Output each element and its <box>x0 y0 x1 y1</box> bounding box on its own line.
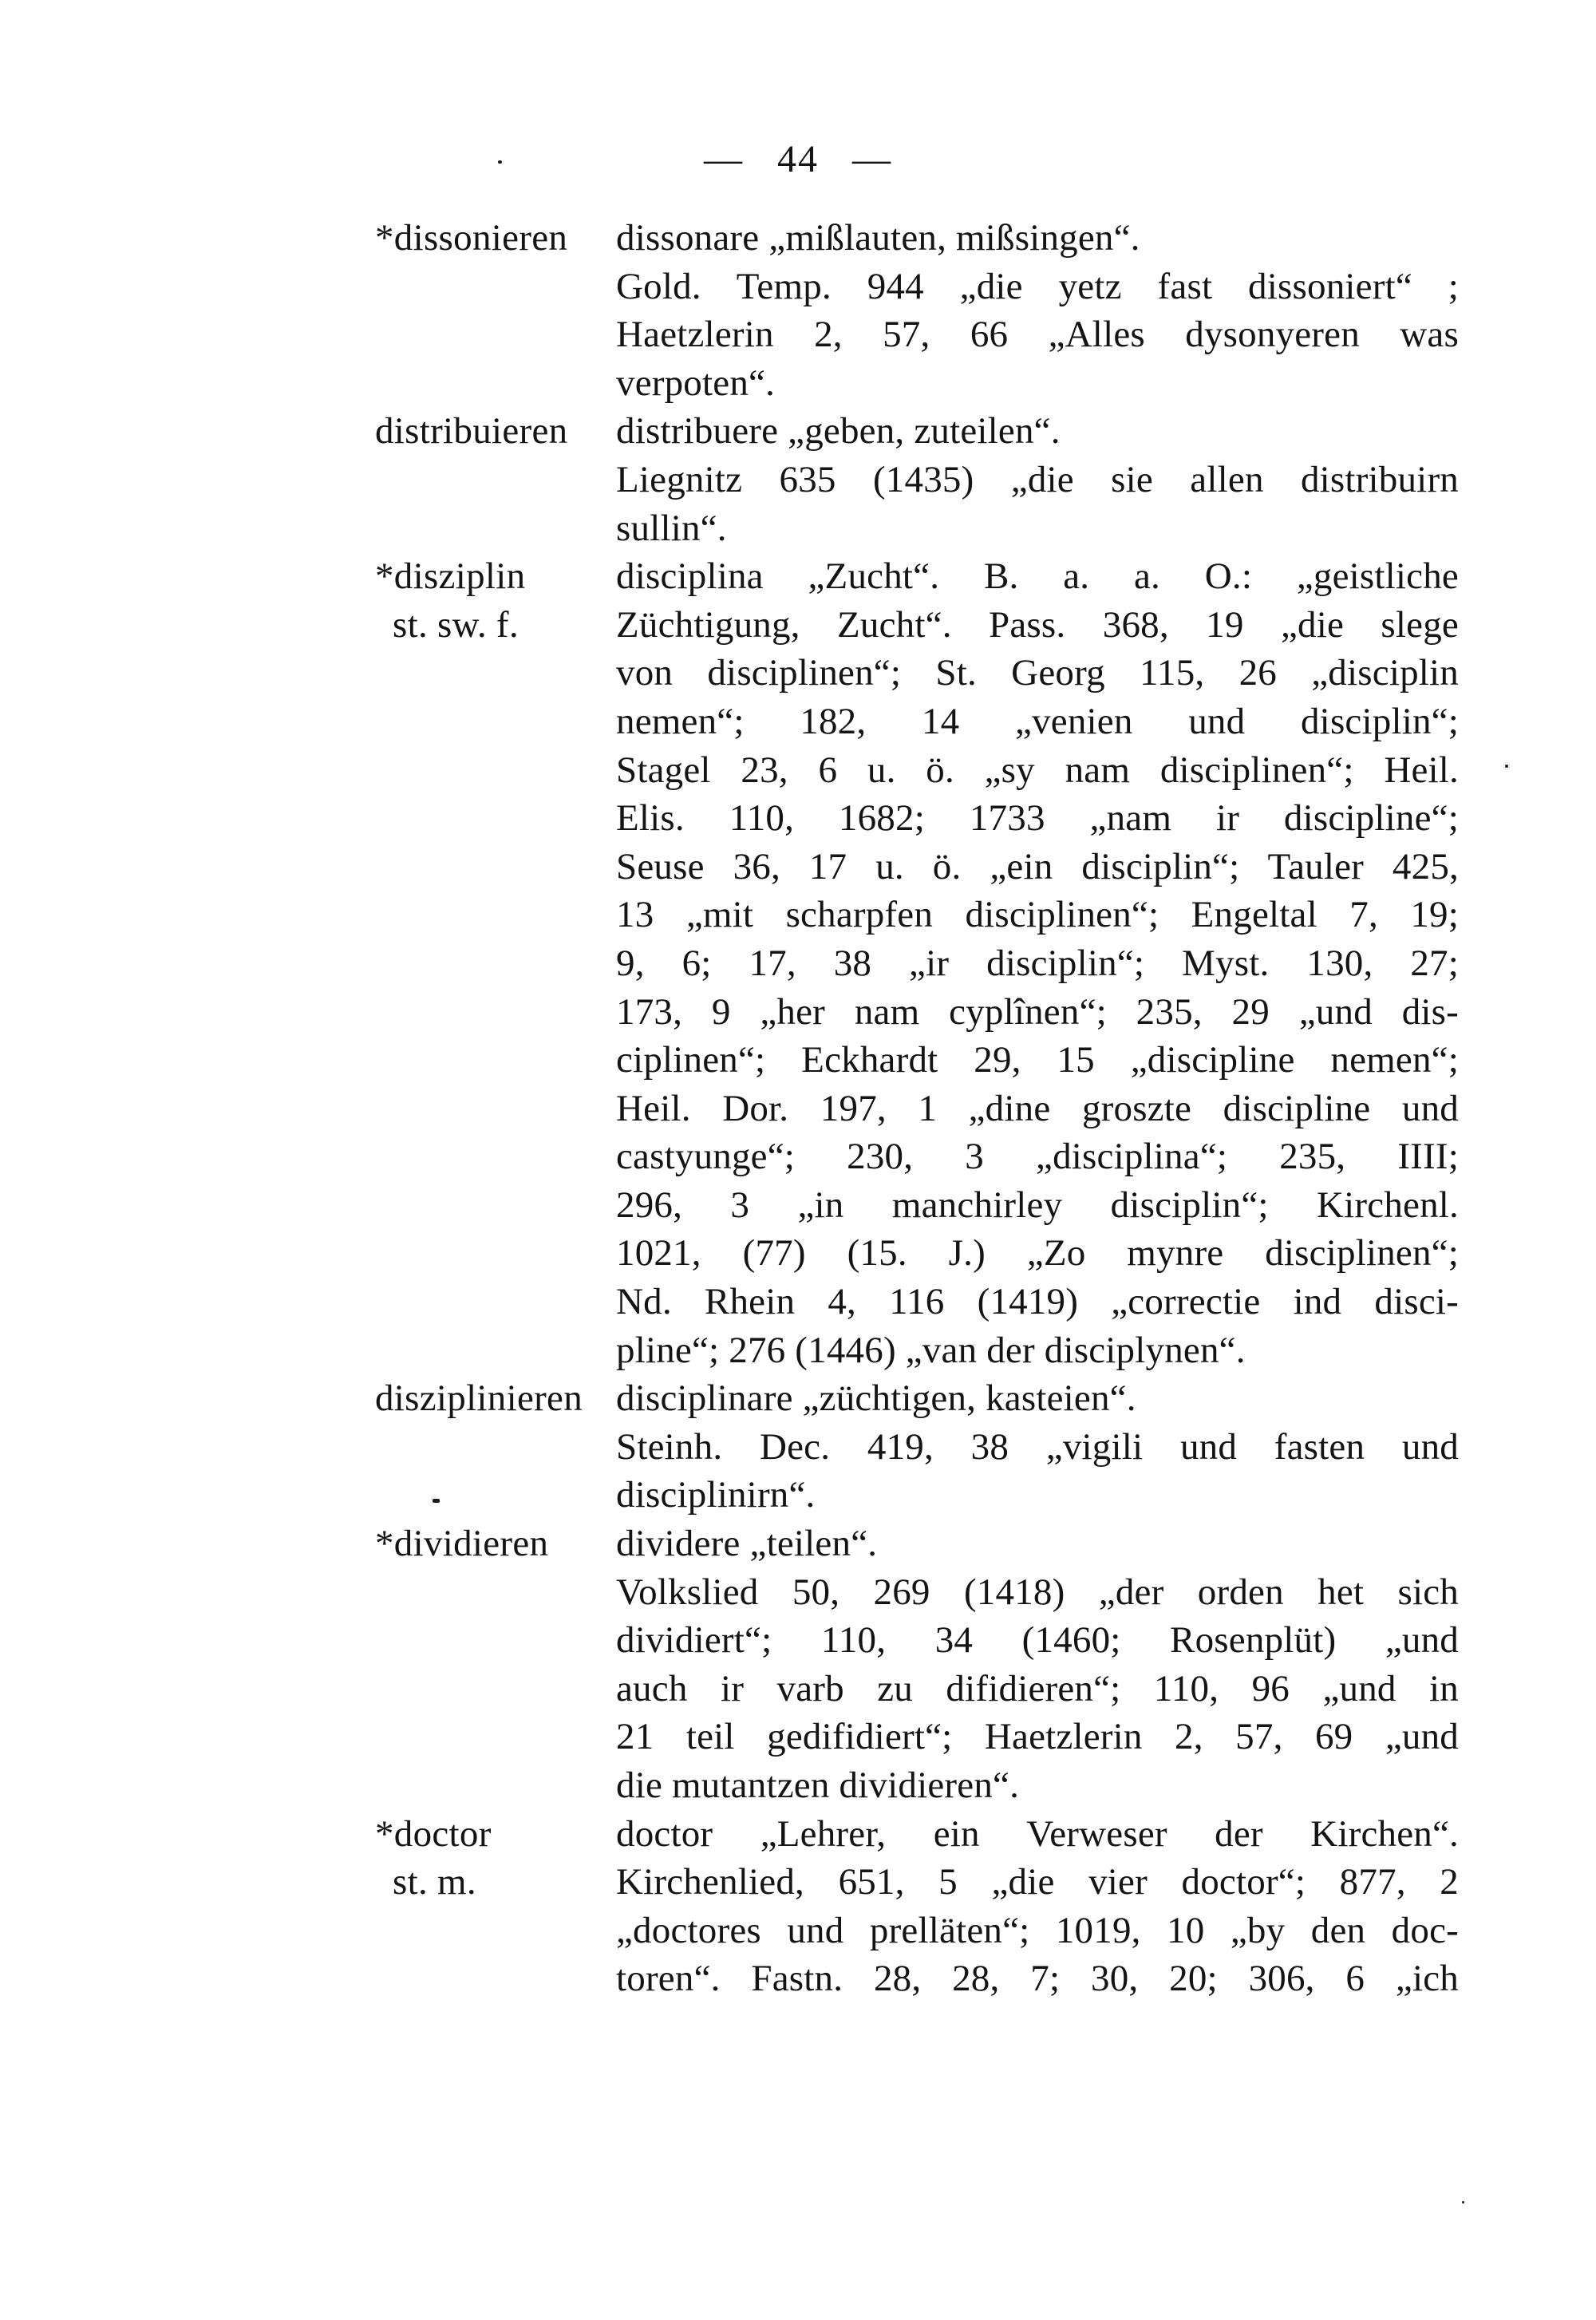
text-line <box>0 649 1596 698</box>
text-line <box>0 1810 1596 1859</box>
text-line <box>0 1954 1596 2003</box>
text-line <box>0 1085 1596 1133</box>
entry-text-line: pline“; 276 (1446) „van der disciplynen“. <box>616 1329 1246 1371</box>
text-line <box>0 310 1596 359</box>
text-line <box>0 988 1596 1037</box>
text-line <box>0 891 1596 939</box>
text-line <box>0 214 1596 263</box>
text-line <box>0 843 1596 891</box>
text-line <box>0 746 1596 795</box>
entry-text-line: Gold. Temp. 944 „die yetz fast dissoniert“ ; <box>616 265 1459 307</box>
entry-text-line: Züchtigung, Zucht“. Pass. 368, 19 „die slege <box>616 603 1459 646</box>
text-line <box>0 1181 1596 1230</box>
entry-text-line: Elis. 110, 1682; 1733 „nam ir discipline“; <box>616 797 1459 840</box>
entry-text-line: 1021, (77) (15. J.) „Zo mynre disciplinen“; <box>616 1232 1459 1275</box>
entry-text-line: Steinh. Dec. 419, 38 „vigili und fasten und <box>616 1425 1459 1468</box>
entry-headword: *doctor <box>375 1812 492 1855</box>
text-line <box>0 456 1596 504</box>
entry-text-line: von disciplinen“; St. Georg 115, 26 „disciplin <box>616 652 1459 694</box>
entry-grammar-label: st. m. <box>393 1861 476 1903</box>
text-line <box>0 939 1596 988</box>
entry-grammar-label: st. sw. f. <box>393 603 519 646</box>
text-line <box>0 601 1596 650</box>
text-line <box>0 1761 1596 1810</box>
entry-text-line: dividiert“; 110, 34 (1460; Rosenplüt) „und <box>616 1619 1459 1662</box>
text-line <box>0 1326 1596 1375</box>
entry-text-line: ciplinen“; Eckhardt 29, 15 „discipline nemen“; <box>616 1039 1459 1081</box>
entry-text-line: 9, 6; 17, 38 „ir disciplin“; Myst. 130, 27; <box>616 942 1459 984</box>
text-line <box>0 1858 1596 1907</box>
dictionary-entries <box>0 214 1596 2003</box>
entry-text-line: distribuere „geben, zuteilen“. <box>616 410 1061 453</box>
entry-text-line: toren“. Fastn. 28, 28, 7; 30, 20; 306, 6 „ich <box>616 1958 1459 2000</box>
scan-speck <box>433 1499 440 1503</box>
entry-text-line: verpoten“. <box>616 362 776 404</box>
entry-text-line: nemen“; 182, 14 „venien und disciplin“; <box>616 700 1459 742</box>
text-line <box>0 1616 1596 1665</box>
entry-text-line: dissonare „mißlauten, mißsingen“. <box>616 217 1140 259</box>
text-line <box>0 504 1596 553</box>
entry-headword: *disziplin <box>375 555 526 598</box>
entry-text-line: Nd. Rhein 4, 116 (1419) „correctie ind disci- <box>616 1281 1459 1323</box>
entry-text-line: 21 teil gedifidiert“; Haetzlerin 2, 57, 69 „und <box>616 1716 1459 1758</box>
entry-text-line: sullin“. <box>616 507 727 549</box>
entry-text-line: dividere „teilen“. <box>616 1523 878 1565</box>
entry-text-line: disciplinare „züchtigen, kasteien“. <box>616 1377 1136 1420</box>
text-line <box>0 1568 1596 1617</box>
text-line <box>0 1713 1596 1761</box>
entry-text-line: 296, 3 „in manchirley disciplin“; Kirchenl. <box>616 1184 1459 1226</box>
scan-speck <box>1462 2201 1464 2203</box>
text-line <box>0 1907 1596 1955</box>
entry-text-line: „doctores und prelläten“; 1019, 10 „by den doc- <box>616 1909 1459 1951</box>
text-line <box>0 1374 1596 1423</box>
entry-headword: disziplinieren <box>375 1377 583 1420</box>
entry-headword: *dissonieren <box>375 217 568 259</box>
text-line <box>0 1665 1596 1713</box>
entry-text-line: die mutantzen dividieren“. <box>616 1765 1020 1806</box>
text-line <box>0 698 1596 746</box>
text-line <box>0 1036 1596 1085</box>
entry-text-line: disciplina „Zucht“. B. a. a. O.: „geistliche <box>616 555 1459 598</box>
scan-speck <box>1505 765 1508 768</box>
text-line <box>0 407 1596 456</box>
entry-text-line: Haetzlerin 2, 57, 66 „Alles dysonyeren was <box>616 314 1459 356</box>
text-line <box>0 1520 1596 1568</box>
text-line <box>0 794 1596 843</box>
text-line <box>0 1278 1596 1326</box>
entry-text-line: Seuse 36, 17 u. ö. „ein disciplin“; Tauler 425, <box>616 845 1459 887</box>
entry-text-line: auch ir varb zu difidieren“; 110, 96 „und in <box>616 1667 1459 1709</box>
text-line <box>0 552 1596 601</box>
page-number: — 44 — <box>704 138 892 180</box>
entry-text-line: castyunge“; 230, 3 „disciplina“; 235, IIII; <box>616 1136 1459 1178</box>
entry-headword: distribuieren <box>375 410 568 453</box>
entry-text-line: doctor „Lehrer, ein Verweser der Kirchen“. <box>616 1812 1459 1855</box>
entry-text-line: Stagel 23, 6 u. ö. „sy nam disciplinen“; Heil. <box>616 749 1459 791</box>
entry-text-line: Liegnitz 635 (1435) „die sie allen distribuirn <box>616 458 1459 500</box>
scan-speck <box>498 160 502 164</box>
entry-text-line: Heil. Dor. 197, 1 „dine groszte discipline und <box>616 1087 1459 1129</box>
text-line <box>0 359 1596 408</box>
entry-text-line: Kirchenlied, 651, 5 „die vier doctor“; 877, 2 <box>616 1861 1459 1903</box>
entry-text-line: Volkslied 50, 269 (1418) „der orden het sich <box>616 1571 1459 1613</box>
entry-text-line: disciplinirn“. <box>616 1474 816 1516</box>
text-line <box>0 1471 1596 1520</box>
text-line <box>0 1423 1596 1472</box>
entry-text-line: 173, 9 „her nam cyplînen“; 235, 29 „und dis- <box>616 990 1459 1033</box>
text-line <box>0 1229 1596 1278</box>
text-line <box>0 1132 1596 1181</box>
text-line <box>0 263 1596 311</box>
entry-text-line: 13 „mit scharpfen disciplinen“; Engeltal 7, 19; <box>616 894 1459 936</box>
entry-headword: *dividieren <box>375 1523 549 1565</box>
